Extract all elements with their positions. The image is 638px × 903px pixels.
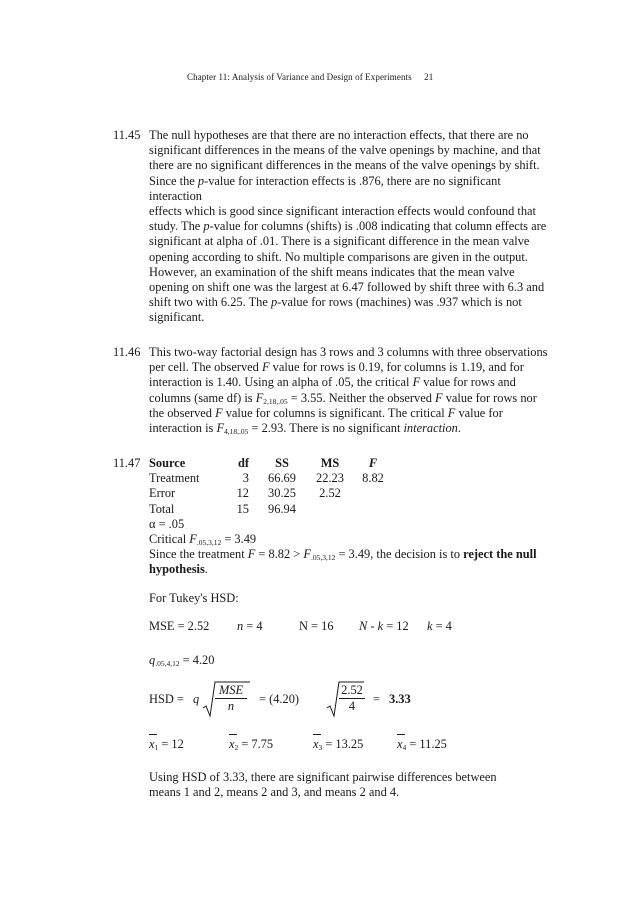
text-line: This two-way factorial design has 3 rows and 3 columns with three observations	[149, 345, 548, 359]
text-line: study. The p-value for columns (shifts) is .008 indicating that column effects are	[149, 219, 547, 234]
text-line: opening on shift one was the largest at 6.47 followed by shift three with 6.3 and	[149, 280, 545, 295]
col-ms: MS	[320, 456, 340, 470]
problem-number: 11.45	[113, 128, 141, 142]
fraction-mse-n: MSE n	[215, 683, 247, 714]
text-line: The null hypotheses are that there are no interaction effects, that there are no	[149, 128, 529, 142]
text-line: significant at alpha of .01. There is a significant difference in the mean valve	[149, 234, 530, 249]
text-line: interaction is 1.40. Using an alpha of .05, the critical F value for rows and	[149, 375, 516, 390]
hsd-result: 3.33	[389, 691, 411, 706]
k-value: k = 4	[427, 618, 452, 633]
cell: 8.82	[362, 471, 384, 486]
table-row	[149, 471, 393, 486]
text-line: opening according to shift. No multiple comparisons are given in the output.	[149, 249, 528, 264]
table-header-row	[149, 456, 393, 471]
N-value: N = 16	[299, 618, 334, 633]
text-line: columns (same df) is $F_{2,18,.05} = 3.55$. Neither the observed F value for rows nor	[149, 390, 537, 406]
table-row	[149, 502, 393, 517]
mean-1: $x_1 = 12$	[149, 736, 184, 752]
problem-body	[149, 456, 553, 800]
hsd-formula: HSD = q MSE n = (4.20) $\frac{2.52}{4}$ = 3.33	[149, 680, 553, 720]
hsd-label: HSD =	[149, 691, 184, 706]
cell: Error	[149, 486, 176, 501]
N-minus-k: N - k = 12	[359, 618, 409, 633]
alpha-line: α = .05	[149, 516, 185, 531]
text-line: Since the p-value for interaction effects is .876, there are no significant interaction	[149, 173, 501, 203]
text-line: there are no significant differences in the means of the valve openings by shift.	[149, 158, 540, 173]
cell: 22.23	[316, 471, 344, 486]
col-df: df	[237, 456, 249, 470]
problem-number: 11.46	[113, 345, 141, 359]
cell: 15	[236, 501, 249, 516]
mse-value: MSE = 2.52	[149, 618, 210, 633]
chapter-title: Chapter 11: Analysis of Variance and Design of Experiments	[187, 72, 412, 82]
mean-2: $x_2 = 7.75$	[229, 736, 274, 752]
decision-line: Since the treatment $F = 8.82 > F_{.05,3,12} = 3.49$, the decision is to reject the null	[149, 547, 537, 563]
problem-number: 11.47	[113, 456, 141, 470]
fraction-252-4: $\frac{2.52}{4}$	[339, 683, 365, 714]
problem-11-46	[113, 345, 553, 436]
problem-11-47	[113, 456, 553, 800]
page-number: 21	[424, 72, 434, 82]
conclusion-line: means 1 and 2, means 2 and 3, and means 2 and 4.	[149, 785, 400, 800]
conclusion-line: Using HSD of 3.33, there are significant pairwise differences between	[149, 769, 497, 784]
text-line: significant.	[149, 310, 205, 325]
critical-line: Critical $F_{.05,3,12} = 3.49$	[149, 532, 257, 548]
decision-line-2: hypothesis.	[149, 562, 208, 577]
cell	[353, 502, 393, 517]
col-source: Source	[149, 456, 186, 470]
n-value: n = 4	[237, 618, 263, 633]
col-f: F	[368, 456, 378, 470]
cell: 3	[242, 471, 249, 486]
cell: 30.25	[268, 486, 296, 501]
problem-body	[149, 128, 553, 326]
col-ss: SS	[275, 456, 289, 470]
cell	[353, 486, 393, 501]
hsd-step: = (4.20)	[259, 691, 300, 706]
cell: 96.94	[268, 501, 296, 516]
cell: 2.52	[319, 486, 341, 501]
q-line: $q_{.05,4,12} = 4.20$	[149, 652, 215, 668]
means-line	[149, 737, 553, 752]
text-line: significant differences in the means of the valve openings by machine, and that	[149, 143, 541, 158]
cell: 66.69	[268, 471, 296, 486]
cell: 12	[236, 486, 249, 501]
anova-table	[149, 456, 393, 517]
text-line: interaction is $F_{4,18,.05} = 2.93$. There is no significant interaction.	[149, 421, 461, 437]
table-row	[149, 486, 393, 501]
text-line: per cell. The observed F value for rows is 0.19, for columns is 1.19, and for	[149, 360, 524, 375]
problem-11-45	[113, 128, 553, 326]
cell	[307, 502, 353, 517]
cell: Total	[149, 501, 175, 516]
text-line: shift two with 6.25. The p-value for rows (machines) was .937 which is not	[149, 295, 522, 310]
text-line: the observed F value for columns is significant. The critical F value for	[149, 405, 503, 420]
text-line: effects which is good since significant interaction effects would confound that	[149, 204, 536, 219]
text-line: However, an examination of the shift means indicates that the mean valve	[149, 264, 515, 279]
cell: Treatment	[149, 471, 200, 486]
problem-body	[149, 345, 553, 436]
mean-3: $x_3 = 13.25$	[313, 736, 364, 752]
mean-4: $x_4 = 11.25$	[397, 736, 447, 752]
page-header	[187, 72, 433, 82]
parameters-line	[149, 619, 553, 634]
tukey-heading: For Tukey's HSD:	[149, 590, 239, 605]
